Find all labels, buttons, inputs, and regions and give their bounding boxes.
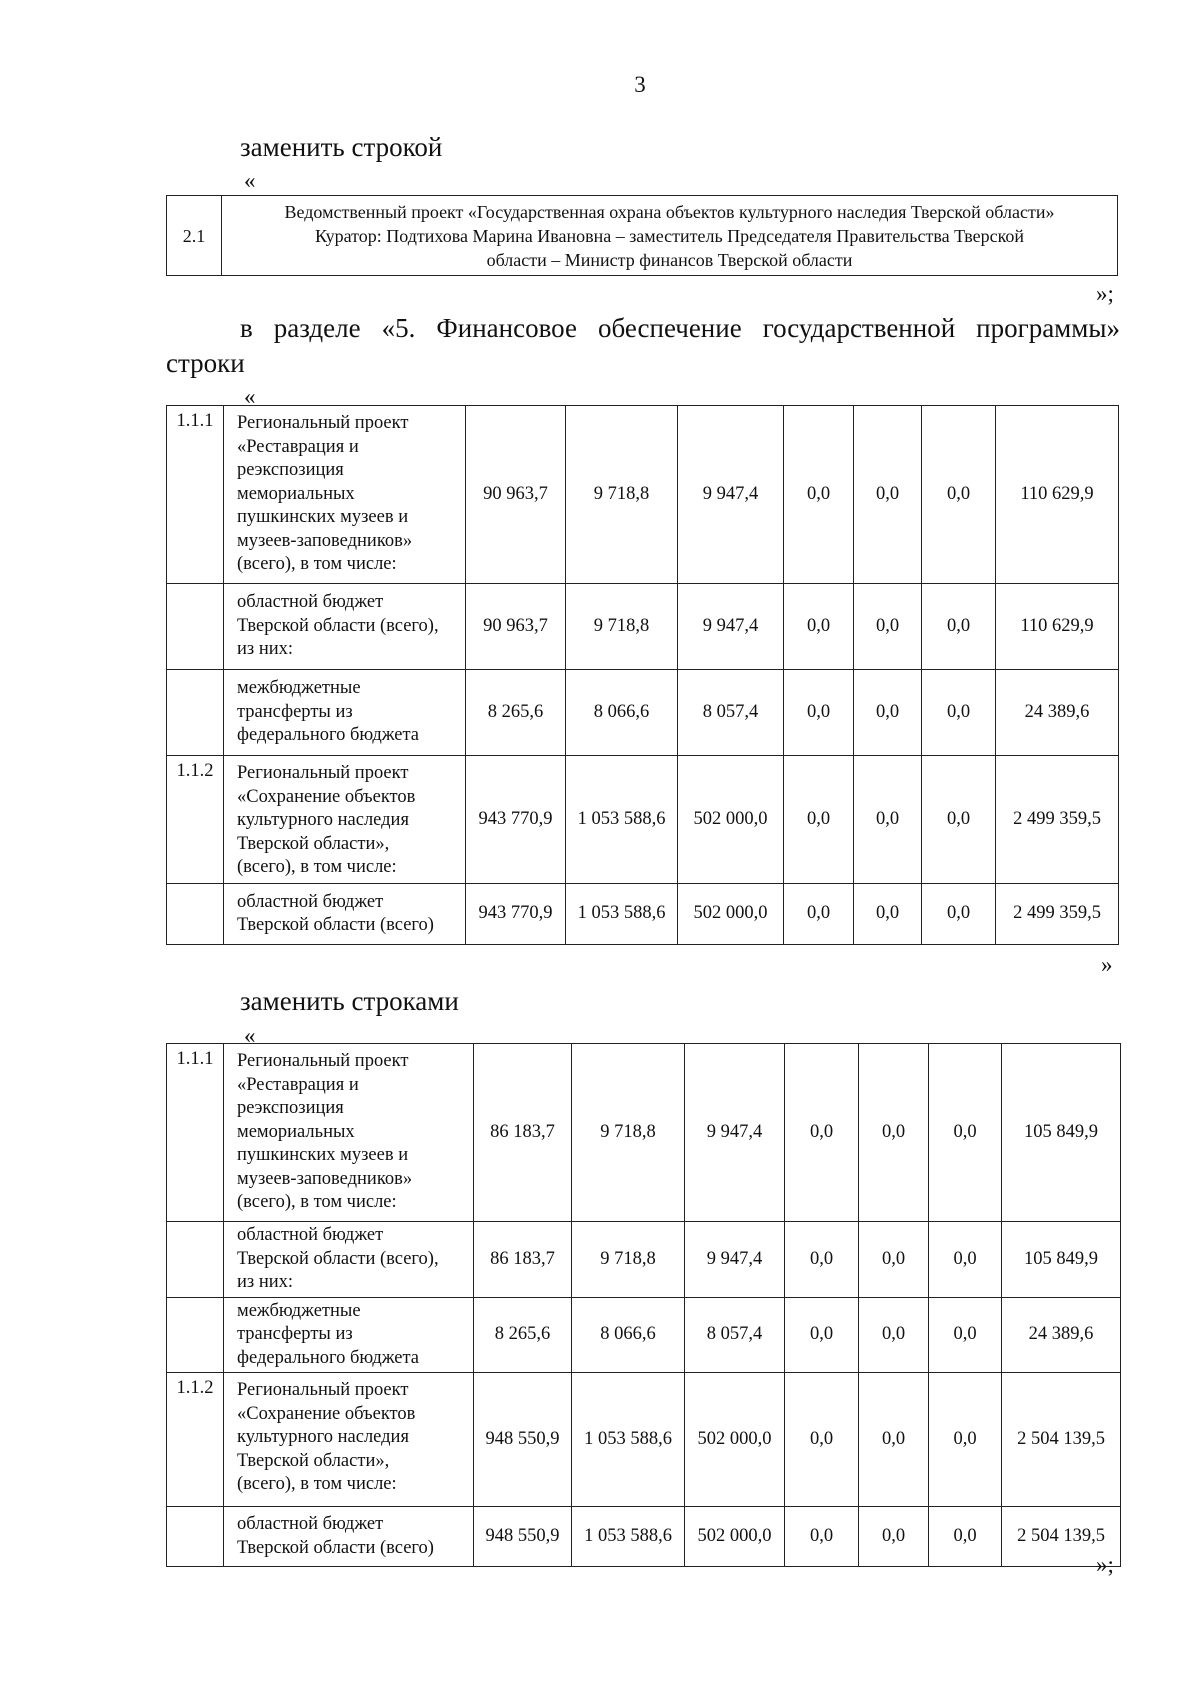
description-line: пушкинских музеев и bbox=[237, 1145, 409, 1165]
description-line: Ведомственный проект «Государственная охрана объектов культурного наследия Тверской области» bbox=[284, 201, 1055, 222]
description-line: пушкинских музеев и bbox=[237, 507, 409, 527]
amount-cell: 502 000,0 bbox=[685, 1507, 785, 1567]
amount-cell: 948 550,9 bbox=[474, 1507, 572, 1567]
amount-cell: 90 963,7 bbox=[466, 584, 566, 670]
amount-cell: 502 000,0 bbox=[678, 756, 784, 884]
description-line: трансферты из bbox=[237, 701, 353, 722]
row-description bbox=[224, 756, 466, 884]
description-line: культурного наследия bbox=[237, 810, 409, 830]
description-line: Тверской области», bbox=[237, 833, 390, 854]
description-line: «Реставрация и bbox=[237, 436, 359, 457]
amount-cell: 8 265,6 bbox=[474, 1297, 572, 1373]
amount-cell: 8 066,6 bbox=[566, 670, 678, 756]
description-line: областной бюджет bbox=[237, 1225, 384, 1245]
amount-cell: 9 718,8 bbox=[572, 1222, 685, 1298]
description-line: областной бюджет bbox=[237, 592, 384, 613]
amount-cell: 86 183,7 bbox=[474, 1044, 572, 1222]
row-description bbox=[222, 196, 1118, 276]
row-description bbox=[224, 1373, 474, 1507]
amount-cell: 1 053 588,6 bbox=[566, 884, 678, 945]
amount-cell: 0,0 bbox=[922, 670, 996, 756]
close-quote: » bbox=[1101, 952, 1113, 977]
amount-cell: 943 770,9 bbox=[466, 756, 566, 884]
amount-cell: 0,0 bbox=[922, 756, 996, 884]
row-description bbox=[224, 1222, 474, 1298]
description-line: Региональный проект bbox=[237, 413, 409, 433]
description-line: Тверской области (всего), bbox=[237, 1248, 439, 1269]
amount-cell: 8 057,4 bbox=[685, 1297, 785, 1373]
row-description bbox=[224, 1297, 474, 1373]
amount-cell: 0,0 bbox=[785, 1373, 859, 1507]
page-number: 3 bbox=[634, 72, 646, 97]
amount-cell: 0,0 bbox=[859, 1373, 929, 1507]
amount-cell: 9 947,4 bbox=[678, 584, 784, 670]
amount-cell: 0,0 bbox=[859, 1222, 929, 1298]
table-row bbox=[167, 1297, 1121, 1373]
amount-cell: 0,0 bbox=[859, 1044, 929, 1222]
description-line: федерального бюджета bbox=[237, 1347, 420, 1368]
amount-cell: 9 718,8 bbox=[566, 584, 678, 670]
amount-cell: 0,0 bbox=[854, 670, 922, 756]
amount-cell: 0,0 bbox=[785, 1507, 859, 1567]
amount-cell: 943 770,9 bbox=[466, 884, 566, 945]
amount-cell: 0,0 bbox=[929, 1044, 1002, 1222]
amount-cell: 0,0 bbox=[785, 1044, 859, 1222]
finance-table-new bbox=[166, 1043, 1121, 1567]
amount-cell: 0,0 bbox=[929, 1297, 1002, 1373]
table-row bbox=[167, 406, 1119, 584]
description-line: федерального бюджета bbox=[237, 725, 420, 746]
row-code bbox=[167, 1507, 224, 1567]
row-description bbox=[224, 1507, 474, 1567]
table-row bbox=[167, 1222, 1121, 1298]
amount-cell: 0,0 bbox=[929, 1222, 1002, 1298]
intro-replace-rows: заменить строками bbox=[240, 986, 459, 1016]
amount-cell: 0,0 bbox=[854, 406, 922, 584]
row-description bbox=[224, 406, 466, 584]
open-quote: « bbox=[244, 1023, 256, 1048]
description-line: (всего), в том числе: bbox=[237, 1474, 397, 1494]
amount-cell: 0,0 bbox=[785, 1222, 859, 1298]
amount-cell: 1 053 588,6 bbox=[566, 756, 678, 884]
description-line: Тверской области (всего) bbox=[237, 1537, 434, 1558]
amount-cell: 105 849,9 bbox=[1002, 1222, 1121, 1298]
description-line: реэкспозиция bbox=[237, 1098, 344, 1118]
amount-cell: 110 629,9 bbox=[996, 584, 1119, 670]
description-line: из них: bbox=[237, 639, 294, 660]
amount-cell: 2 504 139,5 bbox=[1002, 1507, 1121, 1567]
table-row bbox=[167, 1507, 1121, 1567]
row-description bbox=[224, 584, 466, 670]
table-row bbox=[167, 1044, 1121, 1222]
description-line: областной бюджет bbox=[237, 891, 384, 912]
amount-cell: 0,0 bbox=[859, 1507, 929, 1567]
description-line: музеев-заповедников» bbox=[237, 530, 413, 551]
description-line: Тверской области», bbox=[237, 1450, 390, 1471]
amount-cell: 24 389,6 bbox=[996, 670, 1119, 756]
amount-cell: 948 550,9 bbox=[474, 1373, 572, 1507]
finance-table-old bbox=[166, 405, 1119, 945]
amount-cell: 0,0 bbox=[922, 406, 996, 584]
amount-cell: 0,0 bbox=[784, 406, 854, 584]
close-quote: »; bbox=[1096, 1552, 1114, 1577]
amount-cell: 24 389,6 bbox=[1002, 1297, 1121, 1373]
description-line: реэкспозиция bbox=[237, 460, 344, 480]
amount-cell: 0,0 bbox=[922, 884, 996, 945]
amount-cell: 0,0 bbox=[784, 756, 854, 884]
amount-cell: 8 057,4 bbox=[678, 670, 784, 756]
amount-cell: 0,0 bbox=[785, 1297, 859, 1373]
row-code: 2.1 bbox=[167, 196, 222, 276]
amount-cell: 9 947,4 bbox=[678, 406, 784, 584]
amount-cell: 2 504 139,5 bbox=[1002, 1373, 1121, 1507]
intro-replace-row: заменить строкой bbox=[240, 132, 443, 162]
description-line: (всего), в том числе: bbox=[237, 1192, 397, 1212]
row-code: 1.1.2 bbox=[167, 1373, 224, 1507]
amount-cell: 8 265,6 bbox=[466, 670, 566, 756]
row-code bbox=[167, 670, 224, 756]
amount-cell: 8 066,6 bbox=[572, 1297, 685, 1373]
description-line: культурного наследия bbox=[237, 1427, 409, 1447]
amount-cell: 2 499 359,5 bbox=[996, 756, 1119, 884]
amount-cell: 502 000,0 bbox=[678, 884, 784, 945]
table-row bbox=[167, 1373, 1121, 1507]
row-code bbox=[167, 584, 224, 670]
description-line: «Реставрация и bbox=[237, 1074, 359, 1095]
amount-cell: 1 053 588,6 bbox=[572, 1373, 685, 1507]
description-line: Региональный проект bbox=[237, 763, 409, 783]
amount-cell: 90 963,7 bbox=[466, 406, 566, 584]
amount-cell: 9 947,4 bbox=[685, 1222, 785, 1298]
section-heading-rows-word: строки bbox=[166, 348, 245, 378]
description-line: Тверской области (всего), bbox=[237, 615, 439, 636]
description-line: (всего), в том числе: bbox=[237, 857, 397, 877]
section-heading-line: в разделе «5. Финансовое обеспечение государственной программы» bbox=[240, 313, 1120, 343]
row-description bbox=[224, 884, 466, 945]
amount-cell: 0,0 bbox=[859, 1297, 929, 1373]
amount-cell: 9 947,4 bbox=[685, 1044, 785, 1222]
amount-cell: 0,0 bbox=[929, 1507, 1002, 1567]
description-line: межбюджетные bbox=[237, 678, 361, 699]
description-line: «Сохранение объектов bbox=[237, 786, 416, 807]
description-line: Региональный проект bbox=[237, 1380, 409, 1400]
description-line: «Сохранение объектов bbox=[237, 1403, 416, 1424]
description-line: мемориальных bbox=[237, 483, 355, 504]
table-row bbox=[167, 670, 1119, 756]
amount-cell: 502 000,0 bbox=[685, 1373, 785, 1507]
amount-cell: 110 629,9 bbox=[996, 406, 1119, 584]
row-code: 1.1.1 bbox=[167, 1044, 224, 1222]
row-code bbox=[167, 1222, 224, 1298]
open-quote: « bbox=[244, 384, 256, 409]
amount-cell: 0,0 bbox=[854, 884, 922, 945]
description-line: мемориальных bbox=[237, 1121, 355, 1142]
row-description bbox=[224, 1044, 474, 1222]
table-row bbox=[167, 584, 1119, 670]
description-line: межбюджетные bbox=[237, 1300, 361, 1321]
amount-cell: 0,0 bbox=[784, 584, 854, 670]
amount-cell: 0,0 bbox=[784, 884, 854, 945]
amount-cell: 0,0 bbox=[929, 1373, 1002, 1507]
open-quote: « bbox=[244, 168, 256, 193]
row-code: 1.1.1 bbox=[167, 406, 224, 584]
amount-cell: 0,0 bbox=[854, 584, 922, 670]
description-line: из них: bbox=[237, 1272, 294, 1292]
project-table bbox=[166, 195, 1118, 276]
row-code bbox=[167, 1297, 224, 1373]
description-line: Тверской области (всего) bbox=[237, 915, 434, 935]
table-row bbox=[167, 196, 1118, 276]
row-code: 1.1.2 bbox=[167, 756, 224, 884]
description-line: области – Министр финансов Тверской области bbox=[486, 249, 853, 270]
description-line: Куратор: Подтихова Марина Ивановна – заместитель Председателя Правительства Тверской bbox=[314, 225, 1025, 246]
table-row bbox=[167, 884, 1119, 945]
amount-cell: 2 499 359,5 bbox=[996, 884, 1119, 945]
amount-cell: 86 183,7 bbox=[474, 1222, 572, 1298]
amount-cell: 1 053 588,6 bbox=[572, 1507, 685, 1567]
description-line: трансферты из bbox=[237, 1324, 353, 1344]
amount-cell: 9 718,8 bbox=[566, 406, 678, 584]
description-line: Региональный проект bbox=[237, 1051, 409, 1071]
amount-cell: 0,0 bbox=[922, 584, 996, 670]
amount-cell: 105 849,9 bbox=[1002, 1044, 1121, 1222]
amount-cell: 0,0 bbox=[854, 756, 922, 884]
description-line: музеев-заповедников» bbox=[237, 1168, 413, 1189]
row-code bbox=[167, 884, 224, 945]
description-line: (всего), в том числе: bbox=[237, 554, 397, 574]
amount-cell: 9 718,8 bbox=[572, 1044, 685, 1222]
close-quote: »; bbox=[1096, 281, 1114, 306]
table-row bbox=[167, 756, 1119, 884]
row-description bbox=[224, 670, 466, 756]
amount-cell: 0,0 bbox=[784, 670, 854, 756]
description-line: областной бюджет bbox=[237, 1514, 384, 1534]
